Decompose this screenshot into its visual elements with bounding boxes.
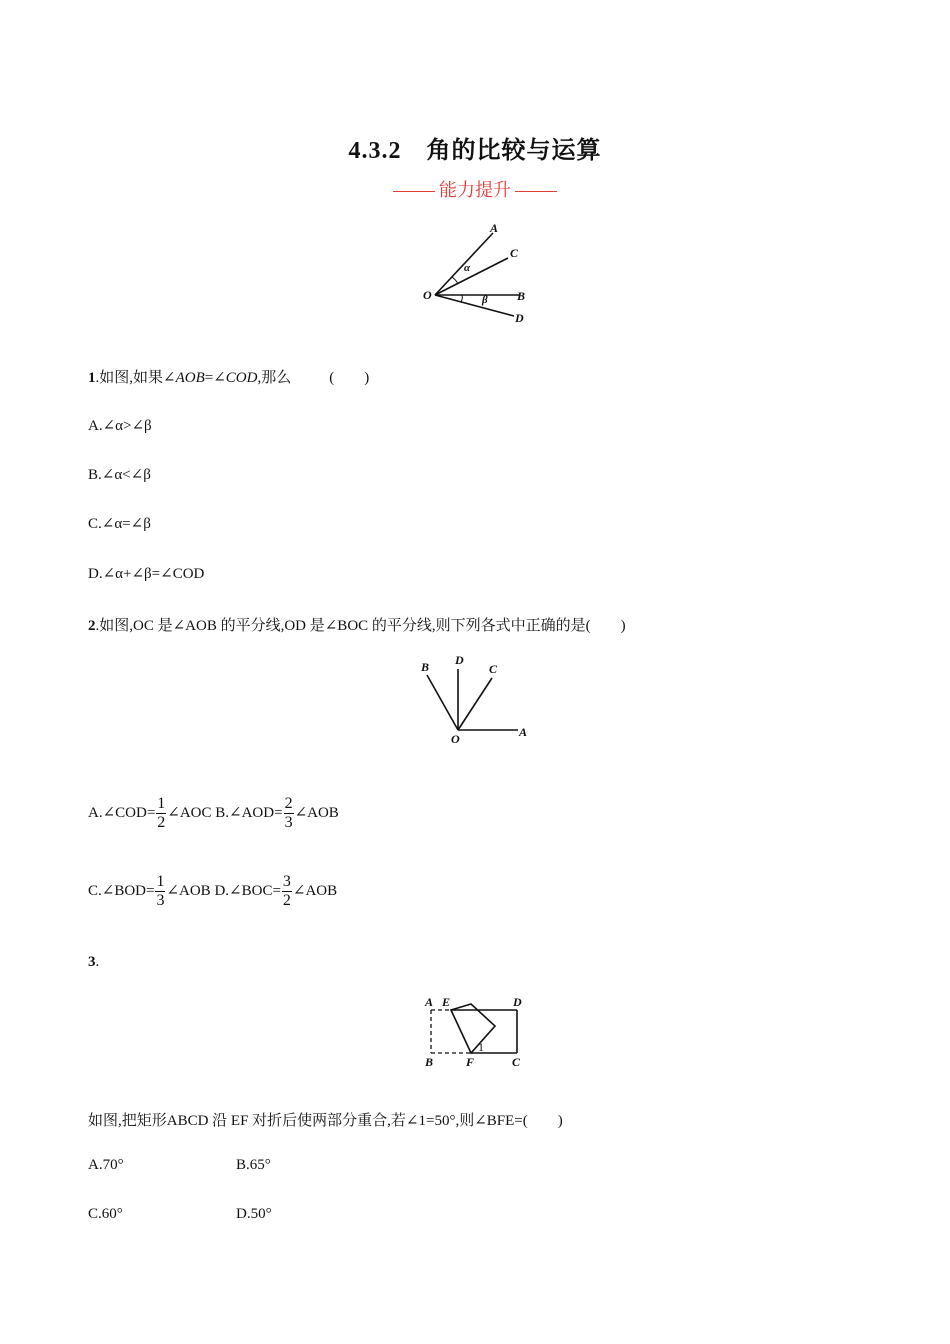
q3-number-dot: . [95,954,100,970]
ray-od [435,295,514,316]
q1-option-b[interactable]: B.∠α<∠β [88,467,151,483]
fraction [282,874,292,909]
q2-option-b-suffix: ∠AOB [294,804,339,821]
ray-ob [427,675,458,730]
q2-option-d-suffix: ∠AOB [292,882,338,899]
fraction-denominator: 2 [157,814,166,831]
subtitle-rule-left [393,191,435,192]
q1-option-c[interactable]: C.∠α=∠β [88,516,151,532]
q2-number: 2 [88,618,96,634]
q2-option-d[interactable] [214,873,338,909]
q2-option-d-prefix: D.∠BOC= [214,882,281,899]
q2-option-a[interactable] [88,795,212,831]
q2-options-row-1 [88,796,339,831]
fraction-denominator: 3 [156,892,165,909]
label-d: D [515,311,524,325]
q1-option-a[interactable]: A.∠α>∠β [88,418,152,434]
q3-number: 3 [88,954,96,970]
label-a: A [425,995,434,1009]
label-a: A [519,725,528,739]
ray-oc [458,678,492,730]
fraction [155,874,165,909]
fraction-denominator: 2 [282,892,291,909]
q3-option-c[interactable]: C.60° [88,1206,123,1222]
label-c: C [512,1055,521,1069]
q1-stem-c: =∠ [204,370,226,386]
fraction [284,796,294,831]
label-c: C [510,246,519,260]
label-b: B [425,1055,434,1069]
label-e: E [442,995,451,1009]
arc-alpha [452,277,458,284]
fraction-numerator: 3 [282,873,291,890]
q2-options-row-2 [88,874,337,909]
fraction-denominator: 3 [284,814,293,831]
arc-beta [461,295,462,302]
label-d: D [513,995,522,1009]
q1-stem-a: .如图,如果∠ [95,370,176,386]
fraction-numerator: 1 [156,873,165,890]
label-c: C [489,662,498,676]
figure-3-folded-rectangle-diagram [420,992,535,1072]
q2-option-a-suffix: ∠AOC [167,804,212,821]
label-b: B [517,289,526,303]
q1-stem-d: COD [225,370,258,386]
figure-2-angle-bisector-diagram [415,650,540,750]
fraction-numerator: 2 [284,795,293,812]
label-alpha: α [464,262,471,274]
q1-stem [88,366,369,387]
label-d: D [455,653,464,667]
q2-stem-text: .如图,OC 是∠AOB 的平分线,OD 是∠BOC 的平分线,则下列各式中正确的是( ) [95,618,626,634]
ray-oc [435,258,508,295]
subtitle-rule-right [515,191,557,192]
section-subtitle [0,176,950,202]
figure-1-angle-diagram [415,218,540,328]
label-f: F [466,1055,475,1069]
q1-number: 1 [88,370,96,386]
q1-option-d[interactable]: D.∠α+∠β=∠COD [88,566,205,582]
subtitle-text: 能力提升 [439,180,511,200]
label-angle-1: 1 [478,1040,484,1054]
folded-flap [451,1004,495,1053]
q1-stem-b: AOB [175,370,205,386]
label-beta: β [482,294,488,306]
fraction-numerator: 1 [157,795,166,812]
q2-option-c-suffix: ∠AOB [166,882,211,899]
q2-option-c-prefix: C.∠BOD= [88,882,155,899]
q2-option-b-prefix: B.∠AOD= [215,804,283,821]
q3-number-line [88,954,99,971]
label-o: O [423,288,432,302]
q2-option-b[interactable] [215,795,339,831]
page-title: 4.3.2 角的比较与运算 [348,138,602,164]
q3-option-b[interactable]: B.65° [236,1157,271,1173]
q2-option-a-prefix: A.∠COD= [88,804,156,821]
q1-answer-paren: ( ) [329,370,370,386]
q3-option-a[interactable]: A.70° [88,1157,124,1173]
q1-stem-e: ,那么 [257,370,292,386]
fraction [156,796,166,831]
q3-option-d[interactable]: D.50° [236,1206,272,1222]
q2-stem [88,614,626,635]
q3-stem: 如图,把矩形ABCD 沿 EF 对折后使两部分重合,若∠1=50°,则∠BFE=( ) [88,1113,563,1129]
label-o: O [451,732,460,746]
label-a: A [490,221,499,235]
label-b: B [421,660,430,674]
q2-option-c[interactable] [88,873,211,909]
